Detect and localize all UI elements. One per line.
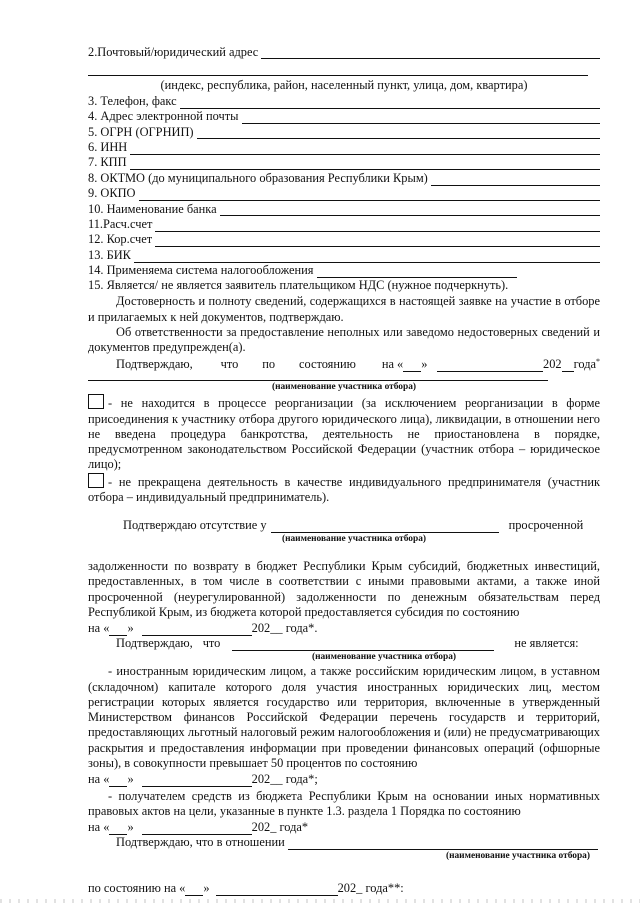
- email-label: 4. Адрес электронной почты: [88, 109, 239, 124]
- debt-month-field[interactable]: [142, 624, 252, 636]
- corr-account-row: [88, 232, 600, 247]
- debt-paragraph: задолженности по возврату в бюджет Республики Крым субсидий, бюджетных инвестиций, предоставленных, в том числе в соответствии с иными правовыми актами, а также иной просроченной (неурегулированной) задолженности по денежным обязательствам перед Республикой Крым, из бюджета которой предоставляется субсидия по состоянию: [88, 558, 600, 619]
- foreign-paragraph: - иностранным юридическим лицом, а также российским юридическим лицом, в уставном (складочном) капитале которого доля участия иностранных юридических лиц, местом регистрации которых является государство или территория, включенные в утвержденный Министерством финансов Российской Федерации перечень государств и территорий, предоставляющих льготный налоговый режим налогообложения и (или) не предусматривающих раскрытия и предоставления информации при проведении финансовых операций (офшорные зоны), в совокупности превышает 50 процентов по состоянию: [88, 664, 600, 770]
- absence-suffix: просроченной: [508, 517, 584, 532]
- oktmo-label: 8. ОКТМО (до муниципального образования Республики Крым): [88, 170, 428, 185]
- bank-field[interactable]: [220, 204, 600, 216]
- bik-row: [88, 247, 600, 262]
- foreign-month-field[interactable]: [142, 775, 252, 787]
- kpp-row: [88, 155, 600, 170]
- debt-day-field[interactable]: [109, 624, 127, 636]
- okpo-label: 9. ОКПО: [88, 186, 136, 201]
- that-word: что: [220, 357, 239, 372]
- not-is: не является:: [514, 636, 579, 651]
- corr-account-label: 12. Кор.счет: [88, 232, 153, 247]
- final-date-row: [88, 880, 600, 895]
- confirm2-row: [88, 636, 600, 651]
- postal-address-field-2[interactable]: [88, 61, 588, 76]
- recipient-date-close: »: [127, 819, 134, 834]
- vat-label: 15. Является/ не является заявитель плательщиком НДС (нужное подчеркнуть).: [88, 278, 509, 293]
- debt-date-open: на «: [88, 620, 110, 635]
- participant-caption-2: (наименование участника отбора): [281, 533, 427, 544]
- account-field[interactable]: [155, 220, 600, 232]
- final-month-field[interactable]: [216, 884, 338, 896]
- account-label: 11.Расч.счет: [88, 216, 153, 231]
- entrepreneur-paragraph: [88, 473, 600, 506]
- absence-row: [88, 517, 600, 532]
- debt-date-row: [88, 620, 600, 635]
- confirm-word: Подтверждаю,: [116, 357, 193, 372]
- entrepreneur-checkbox[interactable]: [88, 473, 104, 488]
- recipient-day-field[interactable]: [109, 823, 127, 835]
- okpo-row: [88, 186, 600, 201]
- ogrn-field[interactable]: [197, 127, 600, 139]
- email-row: [88, 109, 600, 124]
- participant-caption-1: (наименование участника отбора): [271, 381, 417, 392]
- regarding-participant-field[interactable]: [288, 838, 598, 850]
- phone-label: 3. Телефон, факс: [88, 93, 177, 108]
- asterisk: *: [596, 356, 600, 366]
- oktmo-row: [88, 170, 600, 185]
- reliability-paragraph: Достоверность и полноту сведений, содержащихся в настоящей заявке на участие в отборе и прилагаемых к ней документов, подтверждаю.: [88, 294, 600, 324]
- regarding-row: [88, 835, 600, 850]
- date-open: на «: [381, 357, 404, 372]
- final-day-field[interactable]: [185, 884, 203, 896]
- confirm2-word: Подтверждаю,: [116, 636, 193, 651]
- bank-label: 10. Наименование банка: [88, 201, 217, 216]
- address-hint: (индекс, республика, район, населенный пункт, улица, дом, квартира): [160, 78, 528, 93]
- postal-address-field[interactable]: [261, 47, 600, 59]
- corr-account-field[interactable]: [155, 235, 600, 247]
- recipient-paragraph: - получателем средств из бюджета Республики Крым на основании иных нормативных правовых актов на цели, указанные в пункте 1.3. раздела 1 Порядка по состоянию: [88, 788, 600, 818]
- recipient-date-open: на «: [88, 819, 110, 834]
- postal-address-row: [88, 44, 600, 59]
- oktmo-field[interactable]: [431, 174, 600, 186]
- reorg-text: - не находится в процессе реорганизации (за исключением реорганизации в форме присоединения к участнику отбора другого юридического лица), ликвидации, в отношении него не введена процедура банкротства, деятельность не приостановлена в порядке, предусмотренном законодательством Российской Федерации (участник отбора – юридическое лицо);: [88, 396, 600, 472]
- absence-prefix: Подтверждаю отсутствие у: [123, 517, 267, 532]
- entrepreneur-text: - не прекращена деятельность в качестве индивидуального предпринимателя (участник отбора – индивидуальный предприниматель).: [88, 474, 600, 504]
- on-word: по: [262, 357, 276, 372]
- final-year: 202_ года**:: [337, 880, 404, 895]
- date-close: »: [421, 357, 428, 372]
- reorg-checkbox[interactable]: [88, 394, 104, 409]
- phone-field[interactable]: [180, 97, 600, 109]
- tax-system-field[interactable]: [317, 266, 517, 278]
- postal-address-label: 2.Почтовый/юридический адрес: [88, 44, 259, 59]
- debt-date-close: »: [127, 620, 134, 635]
- bik-label: 13. БИК: [88, 247, 131, 262]
- confirm-date-row: [88, 357, 600, 372]
- tax-system-label: 14. Применяема система налогообложения: [88, 263, 314, 278]
- year-field[interactable]: [562, 360, 574, 372]
- tax-system-row: [88, 263, 600, 278]
- absence-participant-field[interactable]: [271, 521, 499, 533]
- foreign-date-close: »: [127, 771, 134, 786]
- year-suffix: года: [573, 357, 596, 372]
- recipient-year: 202_ года*: [251, 819, 309, 834]
- final-date-close: »: [203, 880, 210, 895]
- participant-caption-3: (наименование участника отбора): [311, 651, 457, 662]
- participant-caption-4: (наименование участника отбора): [445, 851, 590, 862]
- confirm2-participant-field[interactable]: [232, 639, 494, 651]
- recipient-month-field[interactable]: [142, 823, 252, 835]
- inn-label: 6. ИНН: [88, 139, 128, 154]
- regarding-text: Подтверждаю, что в отношении: [116, 835, 285, 850]
- phone-row: [88, 93, 600, 108]
- ogrn-label: 5. ОГРН (ОГРНИП): [88, 124, 194, 139]
- foreign-date-row: [88, 771, 600, 786]
- foreign-day-field[interactable]: [109, 775, 127, 787]
- foreign-date-open: на «: [88, 771, 110, 786]
- month-field[interactable]: [437, 360, 543, 372]
- inn-row: [88, 139, 600, 154]
- kpp-field[interactable]: [130, 158, 600, 170]
- ogrn-row: [88, 124, 600, 139]
- inn-field[interactable]: [130, 143, 600, 155]
- reorg-paragraph: [88, 394, 600, 472]
- okpo-field[interactable]: [139, 189, 601, 201]
- day-field[interactable]: [403, 360, 421, 372]
- application-form: [88, 44, 600, 896]
- foreign-year: 202__ года*;: [251, 771, 318, 786]
- account-row: [88, 216, 600, 231]
- email-field[interactable]: [242, 112, 601, 124]
- vat-row: [88, 278, 600, 293]
- bik-field[interactable]: [134, 251, 600, 263]
- confirm2-that: что: [202, 636, 221, 651]
- scan-artifact-dots: [0, 899, 640, 903]
- year-prefix: 202: [543, 357, 562, 372]
- state-word: состоянию: [298, 357, 356, 372]
- final-date-open: по состоянию на «: [88, 880, 186, 895]
- participant-name-field[interactable]: [88, 372, 548, 381]
- recipient-date-row: [88, 819, 600, 834]
- debt-year: 202__ года*.: [251, 620, 318, 635]
- responsibility-paragraph: Об ответственности за предоставление неполных или заведомо недостоверных сведений и документов предупрежден(а).: [88, 324, 600, 355]
- kpp-label: 7. КПП: [88, 155, 127, 170]
- bank-row: [88, 201, 600, 216]
